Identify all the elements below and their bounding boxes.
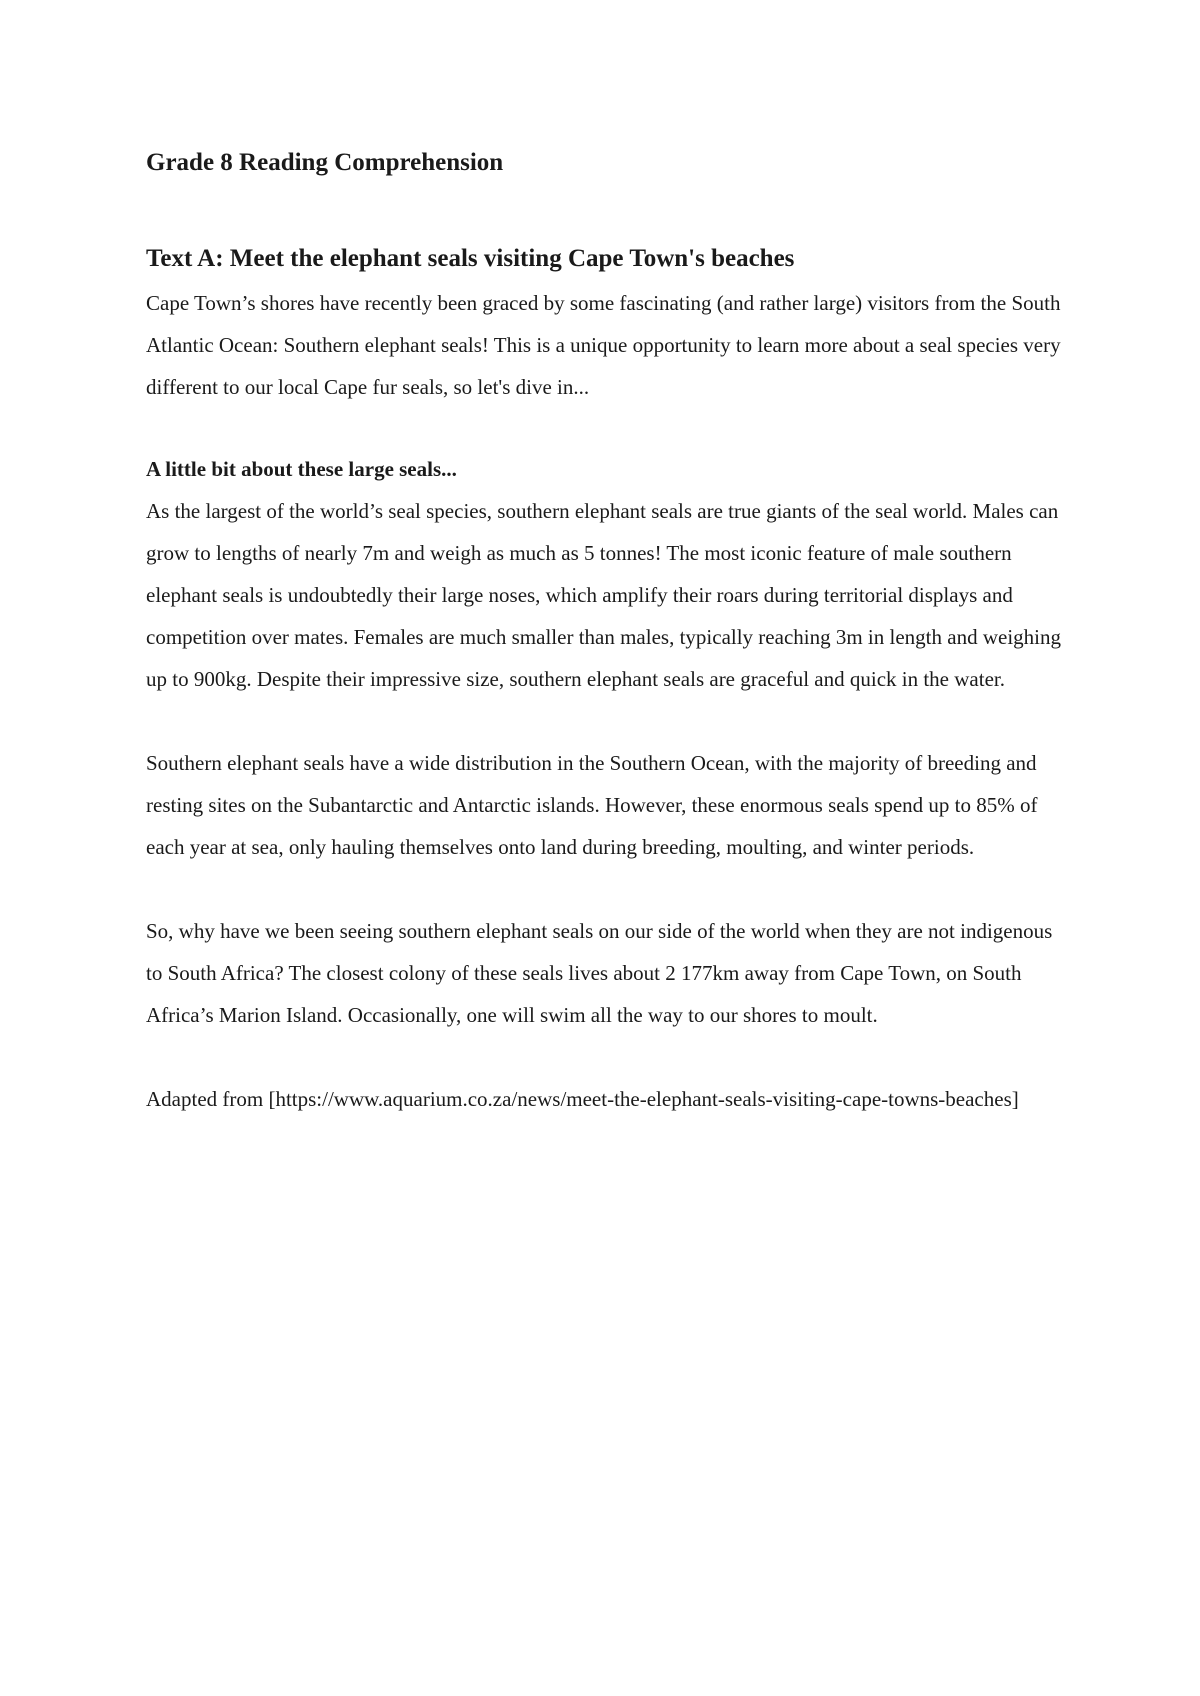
intro-paragraph: Cape Town’s shores have recently been graced by some fascinating (and rather large) visitors from the South Atlantic Ocean: Southern elephant seals! This is a unique opportunity to learn more about a seal species very different to our local Cape fur seals, so let's dive in...	[146, 291, 1061, 399]
section-subheading: A little bit about these large seals...	[146, 457, 457, 481]
body-paragraph: As the largest of the world’s seal species, southern elephant seals are true giants of the seal world. Males can grow to lengths of nearly 7m and weigh as much as 5 tonnes! The most iconic feature of male southern elephant seals is undoubtedly their large noses, which amplify their roars during territorial displays and competition over mates. Females are much smaller than males, typically reaching 3m in length and weighing up to 900kg. Despite their impressive size, southern elephant seals are graceful and quick in the water.	[146, 499, 1061, 691]
document-body	[146, 140, 1066, 1120]
source-citation: Adapted from [https://www.aquarium.co.za/news/meet-the-elephant-seals-visiting-cape-towns-beaches]	[146, 1087, 1019, 1111]
body-paragraph: So, why have we been seeing southern elephant seals on our side of the world when they are not indigenous to South Africa? The closest colony of these seals lives about 2 177km away from Cape Town, on South Africa’s Marion Island. Occasionally, one will swim all the way to our shores to moult.	[146, 919, 1053, 1027]
page-title: Grade 8 Reading Comprehension	[146, 149, 504, 176]
body-paragraph: Southern elephant seals have a wide distribution in the Southern Ocean, with the majority of breeding and resting sites on the Subantarctic and Antarctic islands. However, these enormous seals spend up to 85% of each year at sea, only hauling themselves onto land during breeding, moulting, and winter periods.	[146, 751, 1038, 859]
text-heading: Text A: Meet the elephant seals visiting Cape Town's beaches	[146, 245, 795, 272]
